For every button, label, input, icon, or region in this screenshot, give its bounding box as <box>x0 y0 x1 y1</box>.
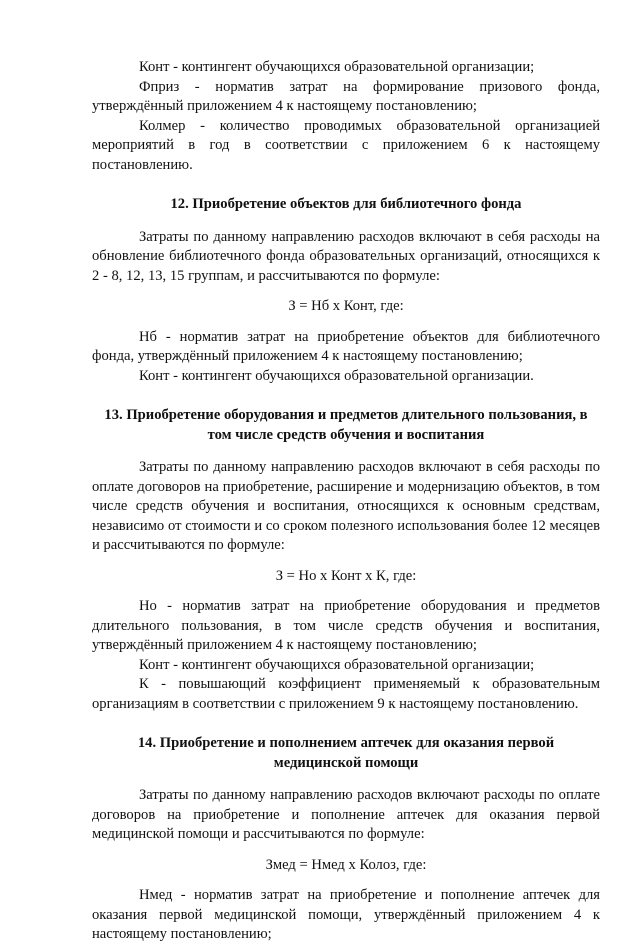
paragraph-fpriz-definition: Фприз - норматив затрат на формирование призового фонда, утверждённый приложением 4 к настоящему постановлению; <box>92 78 600 114</box>
section-12-definition-nb: Нб - норматив затрат на приобретение объектов для библиотечного фонда, утверждённый приложением 4 к настоящему постановлению; <box>92 328 600 364</box>
section-13-heading-line1: 13. Приобретение оборудования и предметов длительного пользования, в <box>104 407 588 423</box>
section-13-intro: Затраты по данному направлению расходов включают в себя расходы по оплате договоров на приобретение, расширение и модернизацию объектов, в том числе средств обучения и воспитания, относящихся к основным средствам, независимо от стоимости и со сроком полезного использования более 12 месяцев и рассчитываются по формуле: <box>92 459 600 553</box>
section-13-heading-line2: том числе средств обучения и воспитания <box>207 426 485 443</box>
section-14-heading-line2: медицинской помощи <box>273 754 419 771</box>
section-12-heading: 12. Приобретение объектов для библиотечного фонда <box>170 196 522 212</box>
section-13-heading <box>92 406 600 445</box>
paragraph-kont-definition: Конт - контингент обучающихся образовательной организации; <box>139 59 535 75</box>
section-13-definition-k: К - повышающий коэффициент применяемый к образовательным организациям в соответствии с приложением 9 к настоящему постановлению. <box>92 676 600 712</box>
section-14-heading-line1: 14. Приобретение и пополнением аптечек для оказания первой <box>137 735 555 751</box>
section-13-definition-no: Но - норматив затрат на приобретение оборудования и предметов длительного пользования, в том числе средств обучения и воспитания, утверждённый приложением 4 к настоящему постановлению; <box>92 598 600 653</box>
section-14-definition-nmed: Нмед - норматив затрат на приобретение и пополнение аптечек для оказания первой медицинской помощи, утверждённый приложением 4 к настоящему постановлению; <box>92 887 600 942</box>
section-14-formula: Змед = Нмед х Колоз, где: <box>265 856 427 873</box>
section-12-formula: З = Нб х Конт, где: <box>288 298 404 314</box>
section-14-intro: Затраты по данному направлению расходов включают расходы по оплате договоров на приобретение и пополнение аптечек для оказания первой медицинской помощи и рассчитываются по формуле: <box>92 787 600 842</box>
section-13-definition-kont: Конт - контингент обучающихся образовательной организации; <box>139 656 535 673</box>
paragraph-kolmer-definition: Колмер - количество проводимых образовательной организацией мероприятий в год в соответствии с приложением 6 к настоящему постановлению. <box>92 117 600 173</box>
section-12-intro: Затраты по данному направлению расходов включают в себя расходы на обновление библиотечного фонда образовательных организаций, относящихся к 2 - 8, 12, 13, 15 группам, и рассчитываются по формуле: <box>92 228 600 284</box>
section-13-formula: З = Но х Конт х К, где: <box>275 567 417 584</box>
section-14-heading <box>92 734 600 773</box>
section-12-definition-kont: Конт - контингент обучающихся образовательной организации. <box>139 367 534 384</box>
